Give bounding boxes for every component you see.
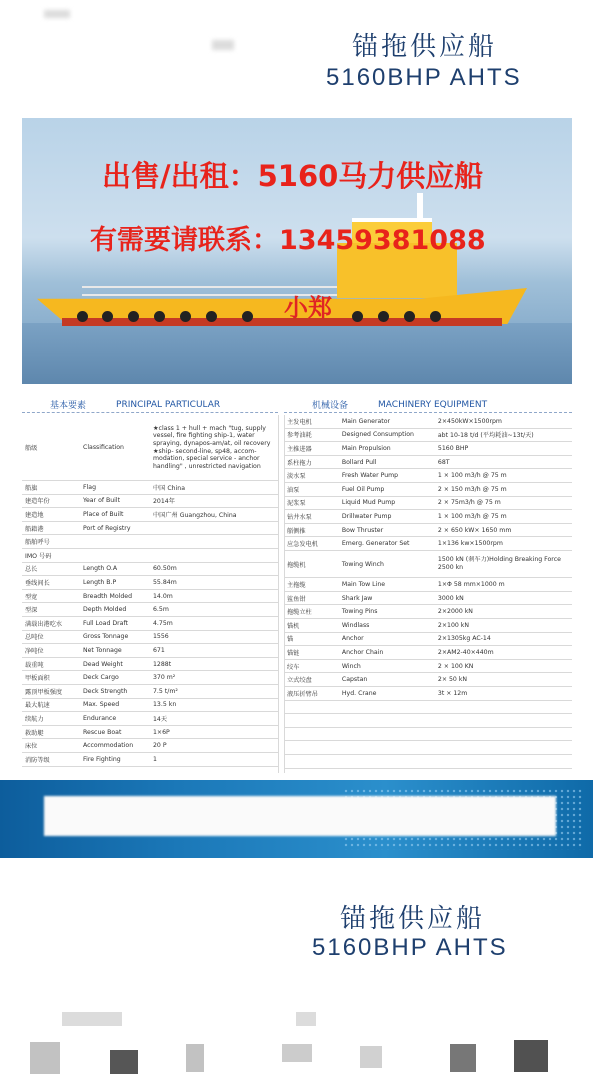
spec-row-left: [22, 644, 278, 658]
spec-row-left: [22, 603, 278, 617]
spec-label-en: Gross Tonnage: [83, 633, 129, 641]
spec-row-left: [22, 671, 278, 685]
fender-icon: [242, 311, 253, 322]
fender-icon: [206, 311, 217, 322]
spec-item-cn: 液压折臂吊: [287, 690, 318, 698]
blurred-thumbnail: [514, 1040, 548, 1072]
blurred-thumbnail: [360, 1046, 382, 1068]
spec-row-right: [284, 537, 572, 551]
footer-title-cn: 锚拖供应船: [340, 904, 486, 934]
spec-row-right: [284, 701, 572, 715]
header-title-en: 5160BHP AHTS: [326, 64, 522, 91]
fender-icon: [378, 311, 389, 322]
spec-label-cn: 续航力: [25, 715, 44, 723]
spec-item-en: Capstan: [341, 676, 368, 684]
spec-label-cn: 垂线间长: [25, 579, 50, 587]
spec-item-value: 2×450kW×1500rpm: [437, 417, 502, 425]
spec-item-value: 2× 50 kN: [437, 676, 468, 684]
fender-icon: [404, 311, 415, 322]
spec-row-right: [284, 755, 572, 769]
spec-label-en: Rescue Boat: [83, 728, 122, 736]
spec-item-value: 2 × 75m3/h @ 75 m: [437, 499, 501, 507]
spec-value: ★class 1 + hull + mach "tug, supply vessel, fire fighting ship-1, water spraying, dynapos-am/at, oil recovery ★ship- second-line, sp48, accom-modation, special service - anchor handling" , unrestricted navigation: [153, 424, 271, 470]
promo-contact-text: 有需要请联系：13459381088: [90, 225, 486, 256]
blurred-banner-text: [44, 796, 556, 836]
spec-row-left: [22, 415, 278, 481]
blurred-thumbnail: [186, 1044, 204, 1072]
spec-row-left: [22, 699, 278, 713]
fender-icon: [77, 311, 88, 322]
spec-row-right: [284, 714, 572, 728]
spec-item-cn: 立式绞盘: [287, 677, 312, 685]
spec-row-right: [284, 619, 572, 633]
fender-icon: [352, 311, 363, 322]
spec-item-value: 2 × 650 kW× 1650 mm: [437, 526, 512, 534]
spec-label-cn: 船旗: [25, 484, 38, 492]
spec-row-right: [284, 633, 572, 647]
spec-left-header: [22, 397, 278, 413]
spec-label-cn: 载重吨: [25, 661, 44, 669]
spec-row-right: [284, 728, 572, 742]
spec-label-cn: 甲板面积: [25, 675, 50, 683]
spec-value: 2014年: [153, 498, 175, 506]
blurred-thumbnail: [110, 1050, 138, 1074]
spec-item-cn: 拖缆机: [287, 561, 306, 569]
spec-row-right: [284, 646, 572, 660]
spec-item-cn: 油泵: [287, 486, 300, 494]
spec-label-en: Net Tonnage: [83, 646, 122, 654]
spec-item-value: abt 10-18 t/d (平均耗油~13t/天): [437, 432, 534, 440]
spec-label-en: Deck Cargo: [83, 674, 119, 682]
spec-row-left: [22, 631, 278, 645]
promo-sale-text: 出售/出租：5160马力供应船: [102, 159, 484, 193]
spec-item-en: Towing Pins: [341, 608, 378, 616]
spec-right-header-cn: 机械设备: [312, 401, 349, 411]
spec-row-right: [284, 687, 572, 701]
spec-item-value: 2×100 kN: [437, 621, 470, 629]
spec-label-en: Fire Fighting: [83, 755, 121, 763]
spec-item-value: 1 × 100 m3/h @ 75 m: [437, 512, 507, 520]
spec-row-right: [284, 429, 572, 443]
spec-label-cn: 总长: [25, 566, 38, 574]
blurred-thumbnail: [282, 1044, 312, 1062]
spec-value: 7.5 t/m²: [153, 687, 178, 695]
spec-item-en: Fuel Oil Pump: [341, 485, 385, 493]
spec-value: 14.0m: [153, 592, 173, 600]
spec-item-en: Liquid Mud Pump: [341, 499, 396, 507]
spec-row-right: [284, 415, 572, 429]
spec-item-value: 1×Φ 58 mm×1000 m: [437, 580, 505, 588]
spec-item-value: 68T: [437, 458, 450, 466]
spec-item-en: Anchor Chain: [341, 648, 384, 656]
spec-label-cn: 船级: [25, 445, 38, 452]
spec-item-cn: 拖缆立柱: [287, 609, 312, 617]
spec-item-cn: 主发电机: [287, 418, 312, 426]
blurred-thumbnail: [450, 1044, 476, 1072]
spec-table: [22, 397, 572, 773]
spec-item-value: 2 × 100 KN: [437, 662, 474, 670]
spec-item-cn: 鲨鱼钳: [287, 595, 306, 603]
spec-item-value: 2×AM2-40×440m: [437, 648, 494, 656]
spec-label-cn: 满载出港吃水: [25, 620, 63, 628]
spec-label-cn: 净吨位: [25, 647, 44, 655]
sea: [22, 323, 572, 384]
spec-value: 中国广州 Guangzhou, China: [153, 511, 237, 519]
spec-item-en: Main Propulsion: [341, 444, 391, 452]
spec-row-right: [284, 497, 572, 511]
spec-value: 55.84m: [153, 578, 177, 586]
spec-label-cn: 最大航速: [25, 702, 50, 710]
spec-item-cn: 系柱拖力: [287, 459, 312, 467]
spec-item-cn: 主拖缆: [287, 581, 306, 589]
spec-label-cn: 型深: [25, 607, 38, 615]
spec-value: 1556: [153, 633, 169, 641]
spec-item-en: Anchor: [341, 635, 364, 643]
spec-item-cn: 钻井水泵: [287, 513, 312, 521]
spec-label-en: Flag: [83, 483, 96, 491]
spec-item-en: Drillwater Pump: [341, 512, 392, 520]
spec-label-en: Dead Weight: [83, 660, 123, 668]
spec-item-value: 1500 kN (刹车力)Holding Breaking Force 2500 kn: [437, 556, 561, 571]
spec-label-en: Classification: [83, 444, 124, 451]
spec-label-en: Port of Registry: [83, 524, 131, 532]
spec-row-right: [284, 578, 572, 592]
spec-item-cn: 艏侧推: [287, 527, 306, 535]
blurred-thumbnail: [30, 1042, 60, 1074]
spec-row-right: [284, 456, 572, 470]
spec-row-right: [284, 741, 572, 755]
spec-label-cn: IMO 号码: [25, 552, 52, 560]
spec-label-en: Accommodation: [83, 742, 134, 750]
spec-label-cn: 消防等级: [25, 756, 50, 764]
spec-label-en: Year of Built: [83, 497, 121, 505]
spec-row-right: [284, 592, 572, 606]
spec-item-value: 3t × 12m: [437, 689, 468, 697]
spec-item-cn: 锚链: [287, 649, 300, 657]
header-title-cn: 锚拖供应船: [352, 32, 498, 62]
spec-item-en: Towing Winch: [341, 560, 384, 568]
spec-item-value: 2×2000 kN: [437, 608, 473, 616]
spec-row-left: [22, 739, 278, 753]
spec-row-right: [284, 605, 572, 619]
spec-value: 1: [153, 755, 157, 763]
ship-photo: [22, 118, 572, 384]
spec-label-en: Deck Strength: [83, 687, 128, 695]
spec-item-value: 2×1305kg AC-14: [437, 635, 491, 643]
spec-value: 1×6P: [153, 728, 170, 736]
spec-item-en: Bow Thruster: [341, 526, 384, 534]
spec-label-cn: 船舶呼号: [25, 539, 50, 547]
spec-label-cn: 总吨位: [25, 634, 44, 642]
spec-label-en: Place of Built: [83, 510, 124, 518]
spec-item-cn: 泥浆泵: [287, 500, 306, 508]
spec-right-header: [284, 397, 572, 413]
spec-value: 20 P: [153, 742, 167, 750]
spec-item-cn: 参考油耗: [287, 432, 312, 440]
spec-item-cn: 绞车: [287, 663, 300, 671]
spec-row-left: [22, 685, 278, 699]
spec-item-value: 3000 kN: [437, 594, 464, 602]
spec-item-value: 1×136 kw×1500rpm: [437, 540, 503, 548]
spec-item-cn: 主推进器: [287, 445, 312, 453]
spec-row-left: [22, 576, 278, 590]
spec-label-en: Full Load Draft: [83, 619, 128, 627]
spec-row-left: [22, 726, 278, 740]
spec-item-en: Shark Jaw: [341, 594, 373, 602]
spec-value: 13.5 kn: [153, 701, 177, 709]
fender-icon: [128, 311, 139, 322]
spec-label-en: Max. Speed: [83, 701, 120, 709]
spec-value: 中国 China: [153, 484, 186, 492]
spec-item-en: Hyd. Crane: [341, 689, 377, 697]
spec-row-right: [284, 469, 572, 483]
spec-value: 4.75m: [153, 619, 173, 627]
fender-icon: [154, 311, 165, 322]
spec-row-right: [284, 660, 572, 674]
spec-item-en: Winch: [341, 662, 361, 670]
spec-row-right: [284, 483, 572, 497]
spec-value: 671: [153, 646, 165, 654]
spec-item-en: Main Generator: [341, 417, 391, 425]
spec-row-right: [284, 442, 572, 456]
spec-label-en: Length O.A: [83, 565, 118, 573]
spec-row-right: [284, 524, 572, 538]
fender-icon: [102, 311, 113, 322]
spec-label-cn: 救助艇: [25, 729, 44, 737]
spec-row-left: [22, 549, 278, 563]
spec-item-cn: 锚机: [287, 622, 300, 630]
spec-item-en: Bollard Pull: [341, 458, 377, 466]
spec-value: 60.50m: [153, 565, 177, 573]
spec-value: 1288t: [153, 660, 172, 668]
spec-row-left: [22, 712, 278, 726]
spec-value: 14天: [153, 715, 168, 723]
blurred-mark: [44, 10, 70, 18]
promo-name-text: 小郑: [284, 294, 332, 322]
footer-title-en: 5160BHP AHTS: [312, 934, 508, 961]
spec-label-cn: 床位: [25, 743, 38, 751]
spec-row-left: [22, 508, 278, 522]
spec-item-value: 2 × 150 m3/h @ 75 m: [437, 485, 507, 493]
spec-label-en: Length B.P: [83, 578, 117, 586]
spec-label-en: Endurance: [83, 714, 117, 722]
fender-icon: [430, 311, 441, 322]
spec-row-left: [22, 495, 278, 509]
spec-item-en: Main Tow Line: [341, 580, 386, 588]
spec-row-right: [284, 510, 572, 524]
spec-row-right: [284, 551, 572, 578]
spec-value: 6.5m: [153, 606, 169, 614]
blurred-thumbnail: [62, 1012, 122, 1026]
spec-label-cn: 建造年份: [25, 498, 50, 506]
spec-item-value: 1 × 100 m3/h @ 75 m: [437, 472, 507, 480]
spec-row-left: [22, 535, 278, 549]
spec-item-en: Designed Consumption: [341, 431, 414, 439]
blurred-mark: [212, 40, 234, 50]
spec-item-cn: 淡水泵: [287, 473, 306, 481]
spec-item-en: Windlass: [341, 621, 370, 629]
spec-row-left: [22, 753, 278, 767]
spec-item-cn: 应急发电机: [287, 541, 318, 549]
blurred-thumbnail-strip: [0, 1010, 593, 1080]
spec-label-en: Depth Molded: [83, 606, 127, 614]
blue-banner: [0, 780, 593, 858]
spec-label-cn: 型宽: [25, 593, 38, 601]
spec-row-left: [22, 522, 278, 536]
spec-row-left: [22, 590, 278, 604]
blurred-thumbnail: [296, 1012, 316, 1026]
spec-row-left: [22, 617, 278, 631]
spec-item-en: Fresh Water Pump: [341, 472, 399, 480]
spec-item-en: Emerg. Generator Set: [341, 540, 410, 548]
spec-label-cn: 船籍港: [25, 525, 44, 533]
spec-item-cn: 锚: [287, 636, 294, 644]
spec-left-header-en: PRINCIPAL PARTICULAR: [116, 399, 221, 410]
spec-row-left: [22, 563, 278, 577]
spec-item-value: 5160 BHP: [437, 444, 469, 452]
spec-row-left: [22, 481, 278, 495]
fender-icon: [180, 311, 191, 322]
spec-divider: [278, 415, 279, 773]
spec-row-left: [22, 658, 278, 672]
spec-row-right: [284, 673, 572, 687]
spec-left-header-cn: 基本要素: [50, 401, 87, 411]
spec-label-en: Breadth Molded: [83, 592, 132, 600]
spec-right-header-en: MACHINERY EQUIPMENT: [378, 399, 488, 410]
spec-label-cn: 露顶甲板强度: [25, 688, 63, 696]
spec-label-cn: 建造地: [25, 511, 44, 519]
spec-value: 370 m²: [153, 674, 176, 682]
